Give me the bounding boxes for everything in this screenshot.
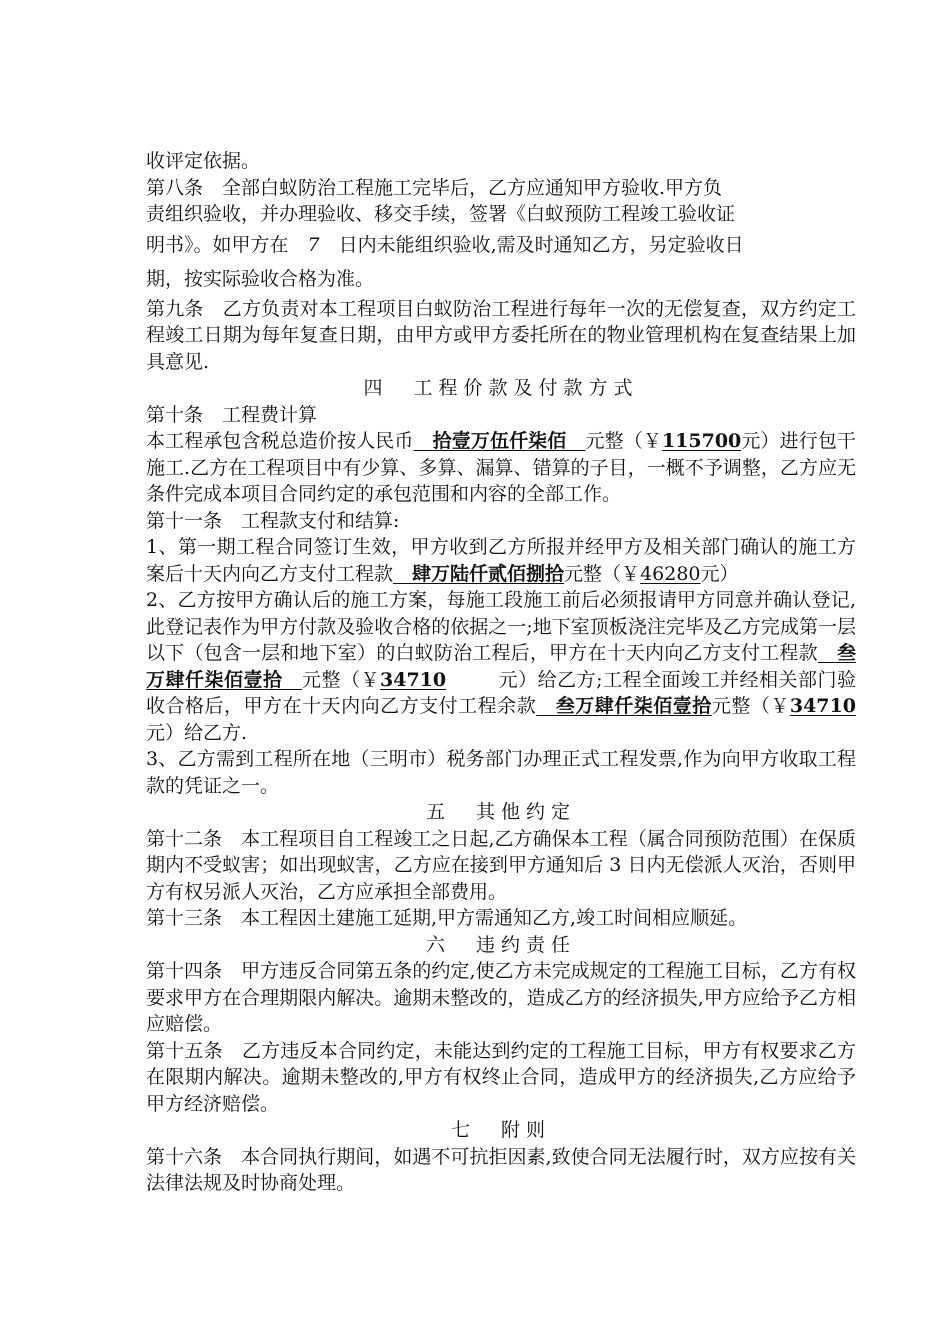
article-14: 第十四条 甲方违反合同第五条的约定,使乙方未完成规定的工程施工目标，乙方有权要求甲方在合理期限内解决。逾期未整改的，造成乙方的经济损失,甲方应给予乙方相应赔偿。 [146,960,856,1035]
article-10-body [146,428,856,508]
article-9: 第九条 乙方负责对本工程项目白蚁防治工程进行每年一次的无偿复查，双方约定工程竣工日期为每年复查日期，由甲方或甲方委托所在的物业管理机构在复查结果上加具意见. [146,297,856,373]
item-1-text-b: 元整（￥ [564,562,641,585]
article-16: 第十六条 本合同执行期间，如遇不可抗拒因素,致使合同无法履行时，双方应按有关法律法规及时协商处理。 [146,1145,856,1194]
article-12: 第十二条 本工程项目自工程竣工之日起,乙方确保本工程（属合同预防范围）在保质期内不受蚁害；如出现蚁害，乙方应在接到甲方通知后 3 日内无偿派人灭治，否则甲方有权另派人灭治，乙方应承担全部费用。 [146,827,856,903]
article-13: 第十三条 本工程因土建施工延期,甲方需通知乙方,竣工时间相应顺延。 [146,907,748,929]
article-8 [146,175,856,296]
article-8-text-b: 日内未能组织验收,需及时通知乙方，另定验收日 [319,233,744,256]
article-8-line-1: 第八条 全部白蚁防治工程施工完毕后，乙方应通知甲方验收.甲方负 [146,176,723,199]
article-10-title: 第十条 工程费计算 [146,403,318,426]
total-price-number: 115700 [661,430,742,452]
section-heading-5: 五 其他约定 [425,801,576,823]
item-2-text-a: 2、乙方按甲方确认后的施工方案，每施工段施工前后必须报请甲方同意并确认登记,此登记表作为甲方付款及验收合格的依据之一;地下室顶板浇注完毕及乙方完成第一层以下（包含一层和地下室）的白蚁防治工程后，甲方在十天内向乙方支付工程款 [146,589,856,664]
item-2-text-e: 元）给乙方. [146,721,248,744]
section-heading-4: 四 工程价款及付款方式 [363,377,639,399]
article-11-item-2 [146,587,856,746]
article-8-text-a: 明书》。如甲方在 [146,233,308,256]
second-payment-chinese: 叁万肆仟柒佰壹拾 [146,642,856,691]
article-8-line-3 [146,228,856,262]
article-8-line-2: 责组织验收，并办理验收、移交手续，签署《白蚁预防工程竣工验收证 [146,203,736,225]
section-heading-6: 六 违约责任 [425,933,576,956]
article-11-item-3: 3、乙方需到工程所在地（三明市）税务部门办理正式工程发票,作为向甲方收取工程款的凭证之一。 [146,748,856,797]
item-2-text-d: 元整（￥ [711,695,790,717]
article-11-item-1 [146,534,856,587]
final-payment-chinese: 叁万肆仟柒佰壹拾 [555,695,712,717]
item-2-text-b: 元整（￥ [302,668,380,691]
paragraph-continuation: 收评定依据。 [146,150,261,172]
item-1-text-c: 元） [700,562,739,585]
acceptance-days: 7 [307,233,320,256]
article-10-text-b: 元整（￥ [585,430,662,452]
total-price-chinese: 拾壹万伍仟柒佰 [432,430,567,452]
item-2-text-c: 元）给乙方;工程全面竣工并经相关部门验收合格后，甲方在十天内向乙方支付工程余款 [146,668,856,717]
article-10-text-c: 元）进行包干施工.乙方在工程项目中有少算、多算、漏算、错算的子目，一概不予调整，乙方应无条件完成本项目合同约定的承包范围和内容的全部工作。 [146,430,856,505]
first-payment-chinese: 肆万陆仟贰佰捌拾 [412,562,565,585]
second-payment-number: 34710 [380,668,447,691]
article-8-line-4: 期，按实际验收合格为准。 [146,267,375,290]
section-heading-7: 七 附则 [450,1119,551,1141]
article-15: 第十五条 乙方违反本合同约定，未能达到约定的工程施工目标，甲方有权要求乙方在限期内解决。逾期未整改的,甲方有权终止合同，造成甲方的经济损失,乙方应给予甲方经济赔偿。 [146,1039,856,1115]
final-payment-number: 34710 [789,695,856,717]
article-10-text-a: 本工程承包含税总造价按人民币 [146,430,414,452]
item-1-text-a: 1、第一期工程合同签订生效，甲方收到乙方所报并经甲方及相关部门确认的施工方案后十天内向乙方支付工程款 [146,536,856,585]
article-11-title: 第十一条 工程款支付和结算: [146,509,400,532]
first-payment-number: 46280 [640,562,701,585]
